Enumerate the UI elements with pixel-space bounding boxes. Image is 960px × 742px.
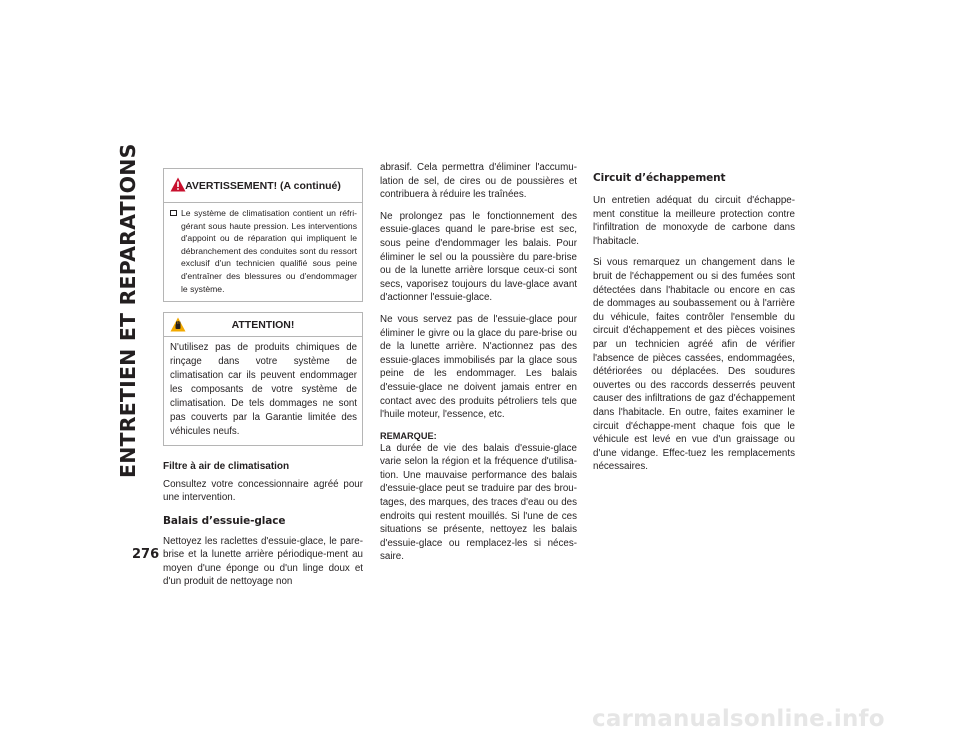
caution-hand-icon — [170, 317, 186, 332]
exhaust-paragraph-2: Si vous remarquez un changement dans le bruit de l'échappement ou si des fumées sont détectées dans l'habitacle ou encore en cas de dommages au soubassement ou à l'arrière du véhicule, faites contrôler l'ensemble du circuit d'échappement et des pièces voisines par un technicien agréé afin de vérifier l'absence de pièces cassées, endommagées, détériorées ou déplacées. Des soudures ouvertes ou des raccords desserrés peuvent causer des infiltrations de gaz d'échappement dans l'habitacle. En outre, faites examiner le circuit d'échappe-ment chaque fois que le véhicule est levé en vue d'un graissage ou d'une vidange. Effec-tuez les remplacements nécessaires. — [593, 257, 795, 473]
note-label: REMARQUE: — [380, 430, 437, 441]
attention-box-header — [164, 313, 362, 337]
wipers-paragraph-2: Ne prolongez pas le fonctionnement des essuie-glaces quand le pare-brise est sec, sous peine d'endommager les balais. Pour éliminer le sel ou la poussière du pare-brise ou de la lunette arrière lorsque ceux-ci sont secs, vaporisez toujours du lave-glace avant d'actionner l'essuie-glace. — [380, 210, 577, 304]
filter-text: Consultez votre concessionnaire agréé pour une intervention. — [163, 478, 363, 504]
wipers-heading: Balais d’essuie-glace — [163, 514, 286, 527]
column-right — [593, 172, 795, 482]
column-middle — [380, 161, 577, 572]
wipers-note: La durée de vie des balais d'essuie-glace varie selon la région et la fréquence d'utilisa-tion. Une mauvaise performance des balais d'essuie-glace peut se traduire par des brou-tages, des marques, des traces d'eau ou des endroits qui restent mouillés. Si l'une de ces situations se présente, nettoyez les balais d'essuie-glace ou remplacez-les si néces-saire. — [380, 442, 577, 563]
page-number: 276 — [132, 547, 160, 562]
chapter-side-title: ENTRETIEN ET REPARATIONS — [116, 143, 140, 478]
warning-box — [163, 168, 363, 302]
attention-text: N'utilisez pas de produits chimiques de rinçage dans votre système de climatisation car ils peuvent endommager les composants de votre système de climatisation. De tels dommages ne sont pas couverts par la Garantie limitée des véhicules neufs. — [170, 342, 357, 437]
wipers-paragraph-1-continued: abrasif. Cela permettra d'éliminer l'accumu-lation de sel, de cires ou de poussières et contribuera à réduire les traînées. — [380, 162, 577, 201]
filter-heading: Filtre à air de climatisation — [163, 460, 290, 472]
wipers-paragraph-3: Ne vous servez pas de l'essuie-glace pour éliminer le givre ou la glace du pare-brise ou de la lunette arrière. N'actionnez pas des essuie-glaces immobilisés par la glace sous peine de les endommager. Les balais d'essuie-glace ne doivent jamais entrer en contact avec des produits pétroliers tels que l'huile moteur, l'essence, etc. — [380, 313, 577, 421]
column-left — [163, 168, 363, 597]
warning-triangle-icon — [170, 177, 186, 192]
warning-box-title: AVERTISSEMENT! (A continué) — [185, 179, 341, 192]
attention-box — [163, 312, 363, 445]
watermark: carmanualsonline.info — [592, 706, 885, 732]
exhaust-heading: Circuit d’échappement — [593, 172, 726, 184]
warning-box-header — [164, 169, 362, 203]
warning-list-item — [170, 207, 357, 295]
wipers-paragraph-1: Nettoyez les raclettes d'essuie-glace, le pare-brise et la lunette arrière périodique-ment au moyen d'une éponge ou d'un linge doux et d'un produit de nettoyage non — [163, 535, 363, 588]
attention-box-title: ATTENTION! — [231, 318, 295, 331]
exhaust-paragraph-1: Un entretien adéquat du circuit d'échappe-ment constitue la meilleure protection contre l'infiltration de monoxyde de carbone dans l'habitacle. — [593, 195, 795, 247]
bullet-square-icon — [170, 210, 177, 216]
warning-text: Le système de climatisation contient un réfri-gérant sous haute pression. Les interventions d'appoint ou de réparation qui impliquent le débranchement des conduites sont du ressort exclusif d'un technicien qualifié sous peine d'entraîner des blessures ou d'endommager le système. — [181, 208, 357, 294]
